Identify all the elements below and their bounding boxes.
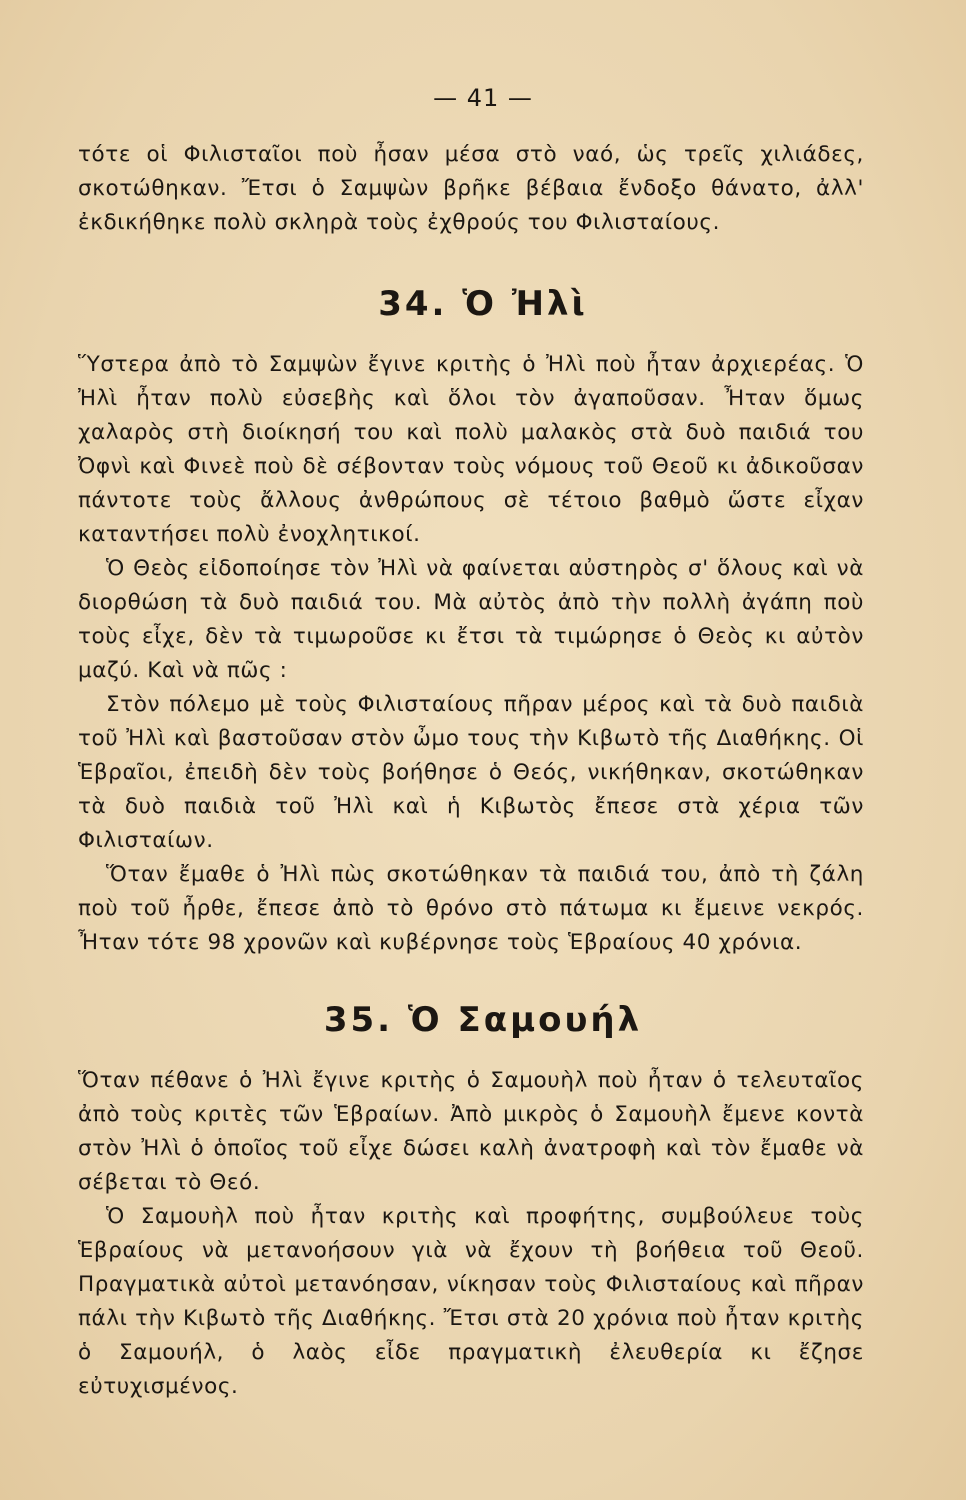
paragraph: Ὁ Σαμουὴλ ποὺ ἦταν κριτὴς καὶ προφήτης, συμβούλευε τοὺς Ἑβραίους νὰ μετανοήσουν γιὰ νὰ ἔχουν τὴ βοήθεια τοῦ Θεοῦ. Πραγματικὰ αὐτοὶ μετανόησαν, νίκησαν τοὺς Φιλισταίους καὶ πῆραν πάλι τὴν Κιβωτὸ τῆς Διαθήκης. Ἔτσι στὰ 20 χρόνια ποὺ ἦταν κριτὴς ὁ Σαμουήλ, ὁ λαὸς εἶδε πραγματικὴ ἐλευθερία κι ἔζησε εὐτυχισμένος. bbox=[78, 1204, 864, 1399]
page-number: — 41 — bbox=[433, 84, 533, 112]
paragraph: Ὅταν πέθανε ὁ Ἠλὶ ἔγινε κριτὴς ὁ Σαμουὴλ ποὺ ἦταν ὁ τελευταῖος ἀπὸ τοὺς κριτὲς τῶν Ἑβραίων. Ἀπὸ μικρὸς ὁ Σαμουὴλ ἔμενε κοντὰ στὸν Ἠλὶ ὁ ὁποῖος τοῦ εἶχε δώσει καλὴ ἀνατροφὴ καὶ τὸν ἔμαθε νὰ σέβεται τὸ Θεό. bbox=[78, 1068, 864, 1195]
intro-text-block bbox=[78, 138, 864, 240]
paragraph: Στὸν πόλεμο μὲ τοὺς Φιλισταίους πῆραν μέρος καὶ τὰ δυὸ παιδιὰ τοῦ Ἠλὶ καὶ βαστοῦσαν στὸν ὦμο τους τὴν Κιβωτὸ τῆς Διαθήκης. Οἱ Ἑβραῖοι, ἐπειδὴ δὲν τοὺς βοήθησε ὁ Θεός, νικήθηκαν, σκοτώθηκαν τὰ δυὸ παιδιὰ τοῦ Ἠλὶ καὶ ἡ Κιβωτὸς ἔπεσε στὰ χέρια τῶν Φιλισταίων. bbox=[78, 692, 864, 853]
paragraph: Ὁ Θεὸς εἰδοποίησε τὸν Ἠλὶ νὰ φαίνεται αὐστηρὸς σ' ὅλους καὶ νὰ διορθώση τὰ δυὸ παιδιά του. Μὰ αὐτὸς ἀπὸ τὴν πολλὴ ἀγάπη ποὺ τοὺς εἶχε, δὲν τὰ τιμωροῦσε κι ἔτσι τὰ τιμώρησε ὁ Θεὸς κι αὐτὸν μαζύ. Καὶ νὰ πῶς : bbox=[78, 556, 864, 683]
paragraph: τότε οἱ Φιλισταῖοι ποὺ ἦσαν μέσα στὸ ναό, ὡς τρεῖς χιλιάδες, σκοτώθηκαν. Ἔτσι ὁ Σαμψὼν βρῆκε βέβαια ἔνδοξο θάνατο, ἀλλ' ἐκδικήθηκε πολὺ σκληρὰ τοὺς ἐχθρούς του Φιλισταίους. bbox=[78, 142, 864, 235]
paragraph: Ὅταν ἔμαθε ὁ Ἠλὶ πὼς σκοτώθηκαν τὰ παιδιά του, ἀπὸ τὴ ζάλη ποὺ τοῦ ἦρθε, ἔπεσε ἀπὸ τὸ θρόνο στὸ πάτωμα κι ἔμεινε νεκρός. Ἦταν τότε 98 χρονῶν καὶ κυβέρνησε τοὺς Ἑβραίους 40 χρόνια. bbox=[78, 862, 864, 955]
section-34-text-block bbox=[78, 348, 864, 960]
section-35-text-block bbox=[78, 1064, 864, 1404]
section-heading-34: 34. Ὁ Ἠλὶ bbox=[378, 284, 588, 324]
section-heading-35: 35. Ὁ Σαμουήλ bbox=[323, 1000, 643, 1040]
paragraph: Ὕστερα ἀπὸ τὸ Σαμψὼν ἔγινε κριτὴς ὁ Ἠλὶ ποὺ ἦταν ἀρχιερέας. Ὁ Ἠλὶ ἦταν πολὺ εὐσεβὴς καὶ ὅλοι τὸν ἀγαποῦσαν. Ἦταν ὅμως χαλαρὸς στὴ διοίκησή του καὶ πολὺ μαλακὸς στὰ δυὸ παιδιά του Ὀφνὶ καὶ Φινεὲ ποὺ δὲ σέβονταν τοὺς νόμους τοῦ Θεοῦ κι ἀδικοῦσαν πάντοτε τοὺς ἄλλους ἀνθρώπους σὲ τέτοιο βαθμὸ ὥστε εἶχαν καταντήσει πολὺ ἐνοχλητικοί. bbox=[78, 352, 864, 547]
